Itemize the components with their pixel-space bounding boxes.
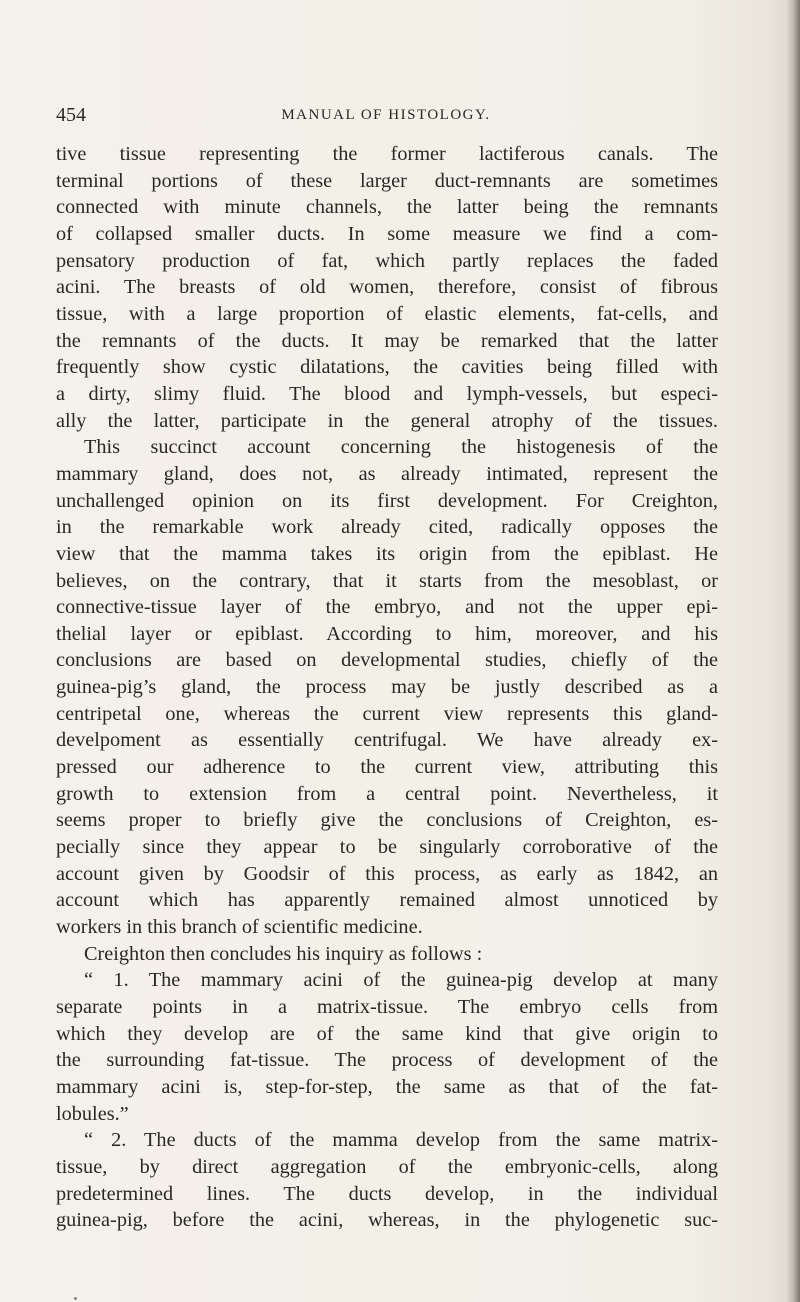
page-number: 454 <box>56 104 86 126</box>
text-line: believes, on the contrary, that it starts from the mesoblast, or <box>56 569 718 592</box>
text-line: account given by Goodsir of this process, as early as 1842, an <box>56 862 718 885</box>
text-line: mammary gland, does not, as already intimated, represent the <box>56 462 718 485</box>
print-speck <box>74 1297 77 1300</box>
text-line: frequently show cystic dilatations, the cavities being filled with <box>56 356 718 379</box>
text-line: Creighton then concludes his inquiry as follows : <box>84 942 483 965</box>
text-line: workers in this branch of scientific medicine. <box>56 916 423 939</box>
text-line: of collapsed smaller ducts. In some measure we find a com- <box>56 222 718 245</box>
text-line: tissue, by direct aggregation of the embryonic-cells, along <box>56 1155 718 1178</box>
text-line: develpoment as essentially centrifugal. We have already ex- <box>56 729 718 752</box>
text-line: in the remarkable work already cited, radically opposes the <box>56 516 718 539</box>
text-line: pensatory production of fat, which partly replaces the faded <box>56 249 718 272</box>
text-line: pecially since they appear to be singularly corroborative of the <box>56 836 718 859</box>
text-line: connected with minute channels, the latter being the remnants <box>56 196 718 219</box>
text-line: account which has apparently remained almost unnoticed by <box>56 889 718 912</box>
text-line: “ 2. The ducts of the mamma develop from the same matrix- <box>84 1129 718 1152</box>
text-line: seems proper to briefly give the conclusions of Creighton, es- <box>56 809 718 832</box>
text-line: view that the mamma takes its origin from the epiblast. He <box>56 542 718 565</box>
text-line: acini. The breasts of old women, therefore, consist of fibrous <box>56 276 718 299</box>
page-gutter-shadow <box>786 0 800 1302</box>
running-head: MANUAL OF HISTOLOGY. <box>281 107 491 123</box>
text-line: which they develop are of the same kind that give origin to <box>56 1022 718 1045</box>
text-line: pressed our adherence to the current view, attributing this <box>56 756 718 779</box>
text-line: This succinct account concerning the histogenesis of the <box>84 436 718 459</box>
text-line: centripetal one, whereas the current view represents this gland- <box>56 702 718 725</box>
text-line: unchallenged opinion on its first development. For Creighton, <box>56 489 718 512</box>
text-line: terminal portions of these larger duct-remnants are sometimes <box>56 169 718 192</box>
text-line: the surrounding fat-tissue. The process of development of the <box>56 1049 718 1072</box>
text-line: guinea-pig, before the acini, whereas, in the phylogenetic suc- <box>56 1209 718 1232</box>
text-line: ally the latter, participate in the general atrophy of the tissues. <box>56 409 718 432</box>
text-line: tive tissue representing the former lactiferous canals. The <box>56 143 718 165</box>
text-line: predetermined lines. The ducts develop, in the individual <box>56 1182 718 1205</box>
text-line: the remnants of the ducts. It may be remarked that the latter <box>56 329 718 352</box>
text-line: tissue, with a large proportion of elastic elements, fat-cells, and <box>56 302 718 325</box>
text-line: thelial layer or epiblast. According to him, moreover, and his <box>56 622 718 645</box>
text-line: mammary acini is, step-for-step, the same as that of the fat- <box>56 1075 718 1098</box>
text-line: growth to extension from a central point. Nevertheless, it <box>56 782 718 805</box>
text-line: guinea-pig’s gland, the process may be justly described as a <box>56 676 718 699</box>
text-line: “ 1. The mammary acini of the guinea-pig develop at many <box>84 969 718 992</box>
text-line: separate points in a matrix-tissue. The embryo cells from <box>56 996 718 1018</box>
body-text <box>56 141 718 1234</box>
text-line: a dirty, slimy fluid. The blood and lymph-vessels, but especi- <box>56 382 718 405</box>
text-line: lobules.” <box>56 1102 129 1125</box>
text-line: conclusions are based on developmental studies, chiefly of the <box>56 649 718 672</box>
text-line: connective-tissue layer of the embryo, and not the upper epi- <box>56 596 718 619</box>
page-header <box>56 104 716 134</box>
